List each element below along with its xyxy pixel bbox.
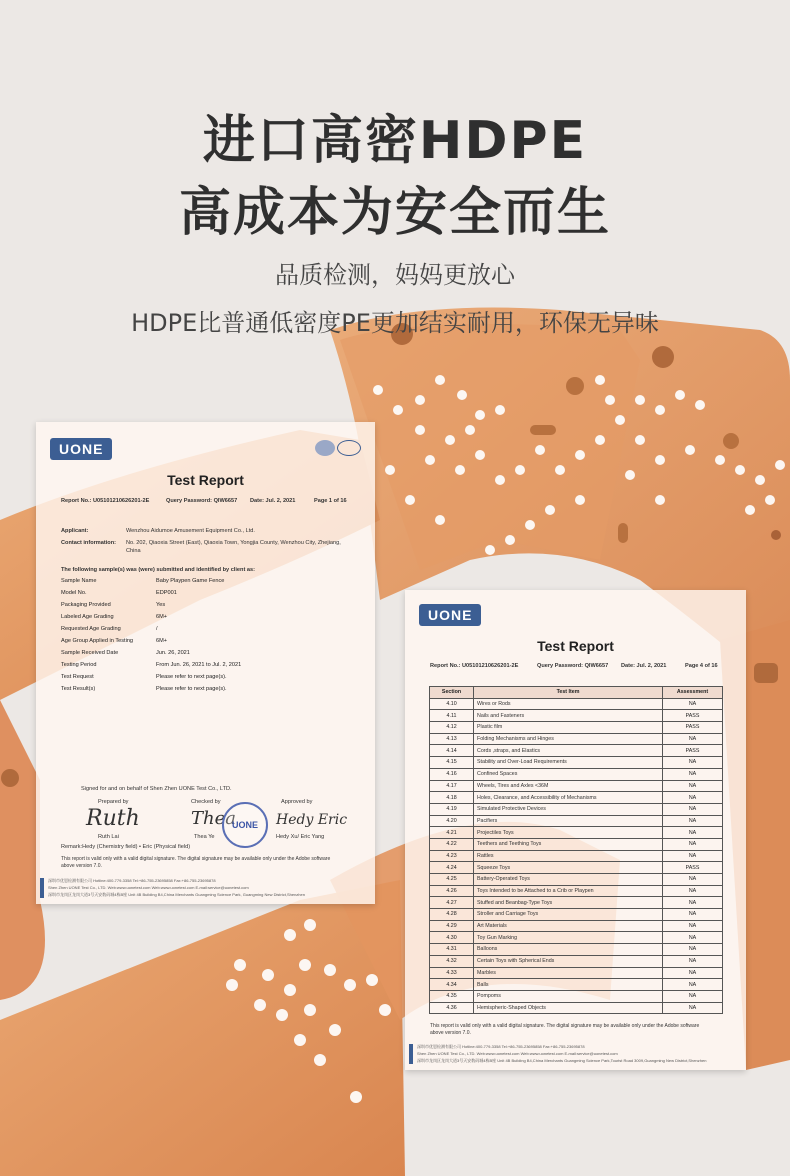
row-assessment: NA — [663, 757, 723, 769]
headline-line-2: 高成本为安全而生 — [178, 183, 611, 243]
test-report-page-1 — [36, 422, 375, 904]
row-test-item: Pacifiers — [474, 815, 663, 827]
row-section: 4.28 — [430, 909, 474, 921]
table-row — [430, 722, 723, 734]
table-row — [430, 1002, 723, 1014]
row-test-item: Squeeze Toys — [474, 862, 663, 874]
row-section: 4.22 — [430, 838, 474, 850]
page-number: Page 1 of 16 — [314, 498, 347, 504]
table-row — [430, 745, 723, 757]
page-number: Page 4 of 16 — [685, 663, 718, 669]
row-test-item: Hemispheric-Shaped Objects — [474, 1002, 663, 1014]
row-assessment: NA — [663, 955, 723, 967]
test-report-page-4 — [405, 590, 746, 1070]
table-row — [430, 955, 723, 967]
field-row: Age Group Applied in Testing 6M+ — [61, 638, 168, 644]
table-row — [430, 768, 723, 780]
row-assessment: NA — [663, 768, 723, 780]
column-test-item: Test Item — [474, 687, 663, 699]
table-row — [430, 909, 723, 921]
row-test-item: Holes, Clearance, and Accessibility of Mechanisms — [474, 792, 663, 804]
row-section: 4.24 — [430, 862, 474, 874]
signed-statement: Signed for and on behalf of Shen Zhen UONE Test Co., LTD. — [81, 786, 232, 792]
table-row — [430, 897, 723, 909]
row-section: 4.17 — [430, 780, 474, 792]
field-row: Test Result(s) Please refer to next page(s). — [61, 686, 227, 692]
row-test-item: Nails and Fasteners — [474, 710, 663, 722]
query-password: Query Password: QIW6657 — [537, 663, 609, 669]
contact-value: No. 202, Qiaoxia Street (East), Qiaoxia Town, Yongjia County, Wenzhou City, Zhejiang, — [126, 540, 341, 546]
row-assessment: NA — [663, 803, 723, 815]
row-assessment: NA — [663, 780, 723, 792]
uone-logo: UONE — [419, 604, 481, 626]
table-row — [430, 733, 723, 745]
row-section: 4.14 — [430, 745, 474, 757]
row-test-item: Wheels, Tires and Axles <36M — [474, 780, 663, 792]
row-assessment: NA — [663, 838, 723, 850]
signature-ruth: Ruth — [86, 806, 140, 831]
row-assessment: NA — [663, 850, 723, 862]
table-row — [430, 967, 723, 979]
field-row: Model No. EDP001 — [61, 590, 177, 596]
row-test-item: Toy Gun Marking — [474, 932, 663, 944]
table-row — [430, 757, 723, 769]
field-row: Test Request Please refer to next page(s). — [61, 674, 227, 680]
report-number: Report No.: U05101210626201-2E — [61, 498, 150, 504]
report-title: Test Report — [537, 638, 614, 654]
row-assessment: NA — [663, 792, 723, 804]
applicant-label: Applicant: — [61, 528, 89, 534]
row-test-item: Art Materials — [474, 920, 663, 932]
row-test-item: Projectiles Toys — [474, 827, 663, 839]
table-row — [430, 710, 723, 722]
field-row: Testing Period From Jun. 26, 2021 to Jul. 2, 2021 — [61, 662, 242, 668]
row-section: 4.29 — [430, 920, 474, 932]
row-section: 4.30 — [430, 932, 474, 944]
row-assessment: PASS — [663, 745, 723, 757]
row-section: 4.32 — [430, 955, 474, 967]
row-test-item: Simulated Protective Devices — [474, 803, 663, 815]
official-stamp: UONE — [222, 802, 268, 848]
row-section: 4.27 — [430, 897, 474, 909]
report-footer: 深圳市优恩检测有限公司 Hotline:400-779-3358 Tel:+86-755-23695858 Fax:+86-755-23695878 Shen Zhen UONE Test Co., LTD. Web:www.uonetest.com Web:www.uonetest.com E-mail:service@uonetest.com 深圳市龙岗区龙岗大道3号天安数码城4栋B座 Unit 4B Building B4,China Merchants Guangming Science Park,Tourist Road 3009,Guangming New District,Shenzhen — [405, 1040, 746, 1070]
row-section: 4.31 — [430, 944, 474, 956]
row-assessment: NA — [663, 827, 723, 839]
row-test-item: Cords ,straps, and Elastics — [474, 745, 663, 757]
row-section: 4.20 — [430, 815, 474, 827]
row-section: 4.34 — [430, 979, 474, 991]
row-test-item: Wires or Rods — [474, 698, 663, 710]
table-row — [430, 979, 723, 991]
row-section: 4.16 — [430, 768, 474, 780]
checked-by-label: Checked by — [191, 799, 221, 805]
validity-note: This report is valid only with a valid digital signature. The digital signature may be available only under the Adobe software — [430, 1023, 700, 1029]
cnas-badge-icon — [337, 440, 361, 456]
row-assessment: PASS — [663, 862, 723, 874]
report-footer: 深圳市优恩检测有限公司 Hotline:400-779-3358 Tel:+86-755-23695858 Fax:+86-755-23695878 Shen Zhen UONE Test Co., LTD. Web:www.uonetest.com Web:www.uonetest.com E-mail:service@uonetest.com 深圳市龙岗区龙岗大道3号天安数码城4栋B座 Unit 4B Building B4,China Merchants Guangming Science Park, Guangming New District,Shenzhen — [36, 874, 375, 904]
table-row — [430, 780, 723, 792]
validity-note-2: above version 7.0. — [61, 863, 102, 869]
row-section: 4.10 — [430, 698, 474, 710]
column-assessment: Assessment — [663, 687, 723, 699]
contact-value-2: China — [126, 548, 141, 554]
name-thea: Thea Ye — [194, 834, 215, 840]
row-test-item: Marbles — [474, 967, 663, 979]
row-section: 4.11 — [430, 710, 474, 722]
field-row: Labeled Age Grading 6M+ — [61, 614, 168, 620]
report-date: Date: Jul. 2, 2021 — [621, 663, 667, 669]
row-test-item: Stuffed and Beanbag-Type Toys — [474, 897, 663, 909]
row-assessment: NA — [663, 990, 723, 1002]
row-test-item: Toys Intended to be Attached to a Crib or Playpen — [474, 885, 663, 897]
name-ruth: Ruth Lai — [98, 834, 119, 840]
table-row — [430, 698, 723, 710]
report-date: Date: Jul. 2, 2021 — [250, 498, 296, 504]
table-row — [430, 792, 723, 804]
row-assessment: NA — [663, 815, 723, 827]
validity-note-2: above version 7.0. — [430, 1030, 471, 1036]
row-test-item: Folding Mechanisms and Hinges — [474, 733, 663, 745]
certification-badge-icon — [315, 440, 335, 456]
row-assessment: NA — [663, 909, 723, 921]
validity-note: This report is valid only with a valid digital signature. The digital signature may be available only under the Adobe software — [61, 856, 331, 862]
table-row — [430, 850, 723, 862]
remark: Remark:Hedy (Chemistry field) • Eric (Physical field) — [61, 844, 191, 850]
report-title: Test Report — [167, 472, 244, 488]
column-section: Section — [430, 687, 474, 699]
approved-by-label: Approved by — [281, 799, 313, 805]
table-row — [430, 990, 723, 1002]
row-section: 4.19 — [430, 803, 474, 815]
contact-label: Contact information: — [61, 540, 117, 546]
table-row — [430, 838, 723, 850]
field-row: Sample Name Baby Playpen Game Fence — [61, 578, 225, 584]
row-section: 4.23 — [430, 850, 474, 862]
report-number: Report No.: U05101210626201-2E — [430, 663, 519, 669]
row-section: 4.25 — [430, 874, 474, 886]
row-section: 4.18 — [430, 792, 474, 804]
row-assessment: NA — [663, 698, 723, 710]
row-test-item: Balls — [474, 979, 663, 991]
row-section: 4.35 — [430, 990, 474, 1002]
row-assessment: NA — [663, 874, 723, 886]
table-row — [430, 874, 723, 886]
row-section: 4.36 — [430, 1002, 474, 1014]
field-row: Requested Age Grading / — [61, 626, 158, 632]
row-test-item: Certain Toys with Spherical Ends — [474, 955, 663, 967]
name-hedy-eric: Hedy Xu/ Eric Yang — [276, 834, 325, 840]
field-row: Packaging Provided Yes — [61, 602, 166, 608]
row-test-item: Teethers and Teething Toys — [474, 838, 663, 850]
table-header-row — [430, 687, 723, 699]
row-test-item: Balloons — [474, 944, 663, 956]
prepared-by-label: Prepared by — [98, 799, 129, 805]
row-test-item: Stroller and Carriage Toys — [474, 909, 663, 921]
row-assessment: NA — [663, 967, 723, 979]
row-assessment: NA — [663, 920, 723, 932]
row-test-item: Pompoms — [474, 990, 663, 1002]
headline-line-1: 进口高密HDPE — [202, 111, 588, 171]
table-row — [430, 815, 723, 827]
row-section: 4.13 — [430, 733, 474, 745]
signature-hedy-eric: Hedy Eric — [276, 812, 348, 828]
table-row — [430, 920, 723, 932]
row-assessment: PASS — [663, 722, 723, 734]
table-row — [430, 827, 723, 839]
row-section: 4.12 — [430, 722, 474, 734]
row-assessment: NA — [663, 1002, 723, 1014]
table-row — [430, 932, 723, 944]
row-test-item: Battery-Operated Toys — [474, 874, 663, 886]
row-test-item: Rattles — [474, 850, 663, 862]
row-assessment: NA — [663, 944, 723, 956]
row-test-item: Plastic film — [474, 722, 663, 734]
query-password: Query Password: QIW6657 — [166, 498, 238, 504]
uone-logo: UONE — [50, 438, 112, 460]
row-section: 4.15 — [430, 757, 474, 769]
row-section: 4.33 — [430, 967, 474, 979]
row-test-item: Stability and Over-Load Requirements — [474, 757, 663, 769]
test-results-table — [429, 686, 723, 1014]
row-assessment: NA — [663, 885, 723, 897]
table-row — [430, 944, 723, 956]
row-assessment: NA — [663, 979, 723, 991]
row-assessment: NA — [663, 733, 723, 745]
subtitle-quality: 品质检测，妈妈更放心 — [275, 261, 515, 289]
table-row — [430, 862, 723, 874]
row-section: 4.21 — [430, 827, 474, 839]
sample-intro: The following sample(s) was (were) submitted and identified by client as: — [61, 567, 255, 573]
row-assessment: NA — [663, 897, 723, 909]
subtitle-hdpe: HDPE比普通低密度PE更加结实耐用，环保无异味 — [131, 309, 659, 337]
signature-thea: Thea — [191, 808, 236, 829]
row-test-item: Confined Spaces — [474, 768, 663, 780]
row-section: 4.26 — [430, 885, 474, 897]
row-assessment: NA — [663, 932, 723, 944]
applicant-value: Wenzhou Aidumoe Amusement Equipment Co., Ltd. — [126, 528, 255, 534]
table-row — [430, 803, 723, 815]
field-row: Sample Received Date Jun. 26, 2021 — [61, 650, 190, 656]
table-row — [430, 885, 723, 897]
row-assessment: PASS — [663, 710, 723, 722]
